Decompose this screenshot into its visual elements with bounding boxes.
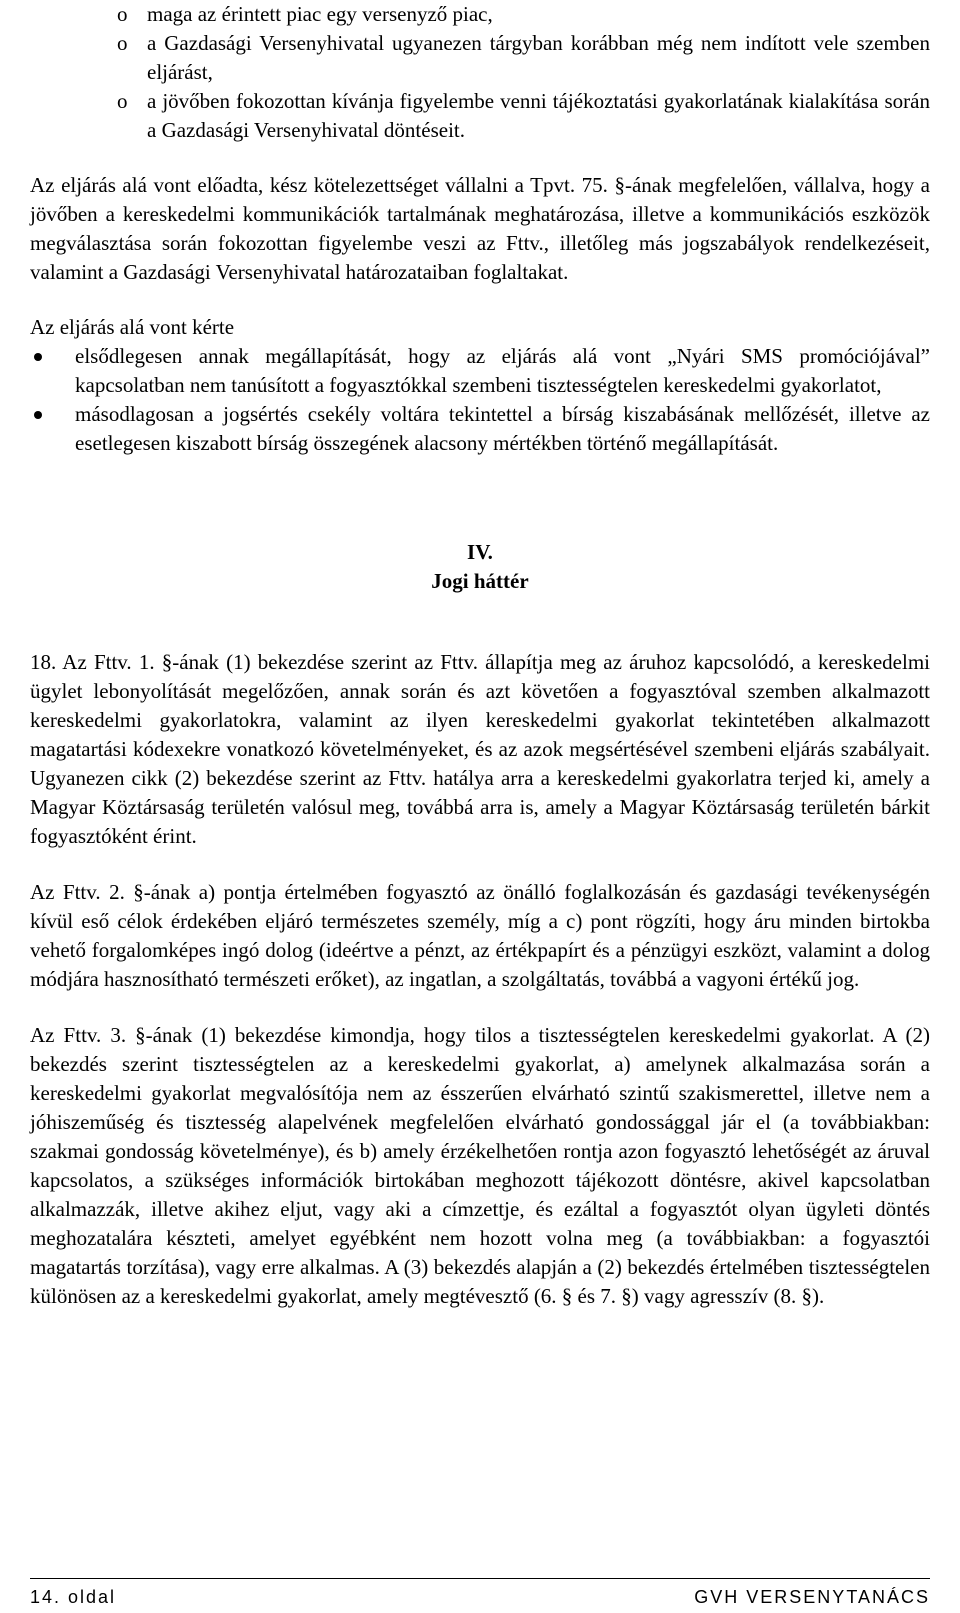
list-item-text: a Gazdasági Versenyhivatal ugyanezen tárgyban korábban még nem indított vele szemben eljárást, (147, 31, 930, 84)
paragraph-request-intro: Az eljárás alá vont kérte (30, 315, 235, 339)
list-item-text: elsődlegesen annak megállapítását, hogy az eljárás alá vont „Nyári SMS promóciójával” kapcsolatban nem tanúsított a fogyasztókkal szembeni tisztességtelen kereskedelmi gyakorlatot, (75, 344, 930, 397)
section-number: IV. (467, 540, 493, 564)
list-marker: o (117, 31, 128, 55)
list-item (30, 342, 930, 400)
list-item (30, 87, 930, 145)
list-item-text: másodlagosan a jogsértés csekély voltára tekintettel a bírság kiszabásának mellőzését, illetve az esetlegesen kiszabott bírság összegének alacsony mértékben történő megállapítását. (75, 402, 930, 455)
document-body (30, 0, 930, 1311)
paragraph-commitment: Az eljárás alá vont előadta, kész kötelezettséget vállalni a Tpvt. 75. §-ának megfelelően, vállalva, hogy a jövőben a kereskedelmi kommunikációk tartalmának meghatározása, illetve a kommunikációs eszközök megválasztása során fokozottan figyelembe veszi az Fttv., illetőleg más jogszabályok rendelkezéseit, valamint a Gazdasági Versenyhivatal határozataiban foglaltakat. (30, 173, 930, 284)
list-item-text: a jövőben fokozottan kívánja figyelembe venni tájékoztatási gyakorlatának kialakítása során a Gazdasági Versenyhivatal döntéseit. (147, 89, 930, 142)
footer-organization: GVH VERSENYTANÁCS (694, 1587, 930, 1607)
list-item (30, 29, 930, 87)
bullet-icon (34, 353, 42, 361)
list-item-text: maga az érintett piac egy versenyző piac, (147, 2, 493, 26)
paragraph-18: 18. Az Fttv. 1. §-ának (1) bekezdése szerint az Fttv. állapítja meg az áruhoz kapcsolódó, a kereskedelmi ügylet lebonyolítását megelőzően, annak során és azt követően a fogyasztóval szemben alkalmazott kereskedelmi gyakorlatokra, valamint az ilyen kereskedelmi gyakorlat tekintetében alkalmazott magatartási kódexekre vonatkozó követelményeket, és az azok megsértésével szembeni eljárás szabályait. Ugyanezen cikk (2) bekezdése szerint az Fttv. hatálya arra a kereskedelmi gyakorlatra terjed ki, amely a Magyar Köztársaság területén valósul meg, továbbá arra is, amely a Magyar Köztársaság területén bárkit fogyasztóként érint. (30, 650, 930, 848)
request-bullet-list (30, 342, 930, 458)
list-marker: o (117, 2, 128, 26)
paragraph-fttv-3: Az Fttv. 3. §-ának (1) bekezdése kimondja, hogy tilos a tisztességtelen kereskedelmi gyakorlat. A (2) bekezdés szerint tisztességtelen az a kereskedelmi gyakorlat, a) amelynek alkalmazása során a kereskedelmi gyakorlat megvalósítója nem az ésszerűen elvárható szintű szakismerettel, illetve nem a jóhiszeműség és tisztesség alapelvének megfelelően elvárható gondossággal jár el (a továbbiakban: szakmai gondosság követelménye), és b) amely érzékelhetően rontja azon fogyasztó lehetőségét az áruval kapcsolatos, a szükséges információk birtokában meghozott tájékozott döntésre, akivel kapcsolatban alkalmazzák, illetve akihez eljut, vagy aki a címzettje, és ezáltal a fogyasztót olyan ügyleti döntés meghozatalára készteti, amelyet egyébként nem hozott volna meg (a továbbiakban: a fogyasztói magatartás torzítása), vagy erre alkalmas. A (3) bekezdés alapján a (2) bekezdés értelmében tisztességtelen különösen az a kereskedelmi gyakorlat, amely megtévesztő (6. § és 7. §) vagy agresszív (8. §). (30, 1023, 930, 1308)
list-item (30, 0, 930, 29)
paragraph-fttv-2: Az Fttv. 2. §-ának a) pontja értelmében fogyasztó az önálló foglalkozásán és gazdasági tevékenységén kívül eső célok érdekében eljáró természetes személy, míg a c) pont rögzíti, hogy áru minden birtokba vehető forgalomképes ingó dolog (ideértve a pénzt, az értékpapírt és a pénzügyi eszközt, valamint a dolog módjára hasznosítható természeti erőket), az ingatlan, a szolgáltatás, továbbá a vagyoni értékű jog. (30, 880, 930, 991)
page-footer (30, 1578, 930, 1611)
list-marker: o (117, 89, 128, 113)
bullet-icon (34, 411, 42, 419)
list-item (30, 400, 930, 458)
sub-conditions-list (30, 0, 930, 145)
section-title: Jogi háttér (431, 569, 529, 593)
page-number: 14. oldal (30, 1587, 117, 1607)
